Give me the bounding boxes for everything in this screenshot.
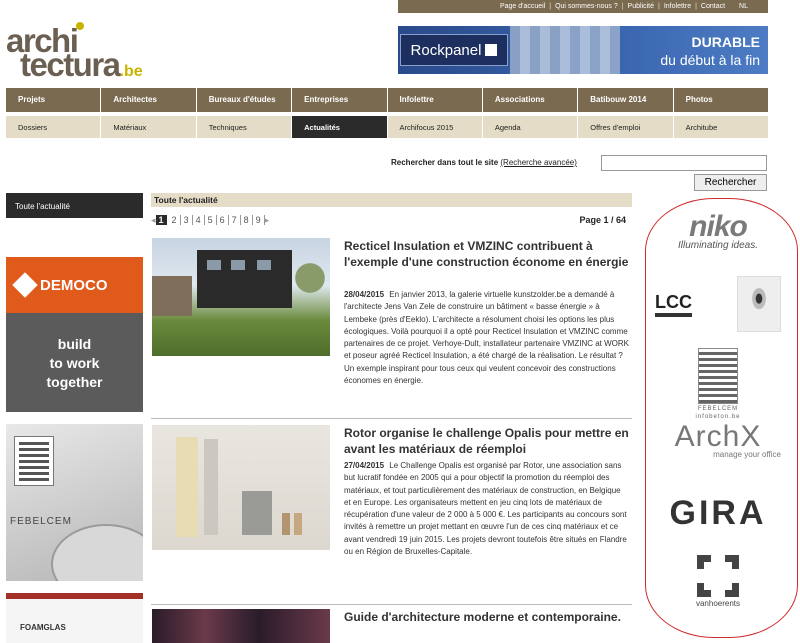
democo-x-icon (12, 272, 37, 297)
eye-image (737, 276, 781, 332)
search-input[interactable] (601, 155, 767, 171)
rockpanel-banner-ad[interactable] (398, 26, 768, 74)
prev-page-arrow-icon[interactable]: ◂ (151, 214, 156, 225)
sub-nav-agenda[interactable]: Agenda (483, 116, 578, 138)
article-date: 28/04/2015 (344, 290, 385, 299)
febelcem-ad[interactable] (6, 424, 143, 581)
foamglas-label: FOAMGLAS (20, 623, 66, 632)
logo-suffix: .be (119, 63, 143, 80)
febelcem-mark-icon (14, 436, 54, 486)
next-page-arrow-icon[interactable]: ▸ (264, 214, 270, 225)
page-link[interactable]: 3 (181, 215, 193, 225)
page-link-current[interactable]: 1 (156, 215, 167, 225)
banner-headline: DURABLE (691, 34, 760, 50)
vanhoerents-frame-icon (697, 555, 739, 597)
list-item (151, 609, 632, 643)
archx-ad[interactable]: ArchX manage your office (674, 420, 781, 459)
search-button[interactable]: Rechercher (694, 174, 767, 191)
lcc-ad[interactable] (655, 276, 781, 332)
page-link[interactable]: 6 (217, 215, 229, 225)
niko-ad[interactable]: niko Illuminating ideas. (677, 210, 759, 251)
febelcem-mark-icon (698, 348, 738, 404)
language-switch-nl[interactable]: NL (739, 3, 748, 10)
logo-line1: archi (6, 22, 78, 59)
advanced-search-link[interactable]: (Recherche avancée) (500, 158, 577, 167)
main-nav (6, 88, 768, 112)
sub-nav (6, 116, 768, 138)
main-nav-projets[interactable]: Projets (6, 88, 101, 112)
article-thumbnail[interactable] (152, 425, 330, 550)
page-link[interactable]: 7 (229, 215, 241, 225)
article-date: 27/04/2015 (344, 461, 385, 470)
page-link[interactable]: 2 (169, 215, 181, 225)
main-nav-entreprises[interactable]: Entreprises (292, 88, 387, 112)
sub-nav-dossiers[interactable]: Dossiers (6, 116, 101, 138)
list-item (151, 238, 632, 413)
article-thumbnail[interactable] (152, 238, 330, 356)
page-link[interactable]: 9 (253, 215, 265, 225)
page-link[interactable]: 8 (241, 215, 253, 225)
site-logo[interactable] (6, 22, 166, 83)
topbar-link-advertising[interactable]: Publicité (627, 3, 655, 10)
top-utility-bar: Page d'accueil | Qui sommes-nous ? | Publicité | Infolettre | Contact NL (398, 0, 768, 13)
vanhoerents-ad[interactable]: vanhoerents (655, 555, 781, 608)
article-text: En janvier 2013, la galerie virtuelle kunstzolder.be a demandé à l'architecte Jens Van Zele de construire un bâtiment « basse énergie » à Lembeke (près d'Eeklo). L'architecte a résolument choisi les options les plus écologiques. Voilà pourquoi il a opté pour Recticel Insulation et VMZINC comme partenaires de ce projet. Verhoye-Dult, installateur partenaire VMZINC at WORK et poseur agréé Recticel Insulation, a été chargé de la réalisation. Le résultat ? Un exemple inspirant pour tous ceux qui veulent concevoir des constructions économes en énergie. (344, 290, 630, 386)
divider (151, 418, 632, 419)
foamglas-ad[interactable] (6, 593, 143, 643)
logo-line2: tectura.be (20, 46, 143, 83)
pagination (151, 213, 269, 227)
main-nav-batibouw[interactable]: Batibouw 2014 (578, 88, 673, 112)
sub-nav-materiaux[interactable]: Matériaux (101, 116, 196, 138)
news-list-title: Toute l'actualité (151, 193, 632, 207)
page-info: Page 1 / 64 (579, 215, 626, 225)
sub-nav-techniques[interactable]: Techniques (197, 116, 292, 138)
main-nav-architectes[interactable]: Architectes (101, 88, 196, 112)
main-nav-bureaux[interactable]: Bureaux d'études (197, 88, 292, 112)
article-title[interactable]: Recticel Insulation et VMZINC contribuent à l'exemple d'une construction économe en énergie (344, 239, 629, 269)
banner-building-image (510, 26, 620, 74)
main-nav-associations[interactable]: Associations (483, 88, 578, 112)
sub-nav-actualites[interactable]: Actualités (292, 116, 387, 138)
sub-nav-archifocus[interactable]: Archifocus 2015 (388, 116, 483, 138)
search-label: Rechercher dans tout le site (Recherche avancée) (391, 158, 577, 167)
rockpanel-logo: Rockpanel (400, 34, 508, 66)
sub-nav-offres-emploi[interactable]: Offres d'emploi (578, 116, 673, 138)
democo-message: build to work together (46, 336, 103, 390)
article-title[interactable]: Guide d'architecture moderne et contemporaine. (344, 610, 621, 624)
gira-ad[interactable]: GIRA (669, 494, 767, 532)
article-text: Le Challenge Opalis est organisé par Rotor, une association sans but lucratif fondée en 2005 qui a pour objectif la promotion du réemploi des matériaux, et tout particulièrement des matériaux de construction, en Belgique et en Europe. Les organisateurs mettent en jeu cinq lots de matériaux de récupération d'une valeur de 2 000 à 5 000 €. Les participants au concours sont invités à remettre un projet mettant en œuvre l'un de ces cinq matériaux et ce avant vendredi 19 juin 2015. Les projets devront toutefois être situés en Flandre ou en Région de Bruxelles-Capitale. (344, 461, 627, 557)
sidebar-all-news[interactable]: Toute l'actualité (6, 193, 143, 218)
page-link[interactable]: 4 (193, 215, 205, 225)
article-title[interactable]: Rotor organise le challenge Opalis pour mettre en avant les matériaux de réemploi (344, 426, 629, 456)
skatepark-image (51, 524, 143, 581)
article-body (344, 289, 629, 387)
democo-logo: DEMOCO (6, 257, 143, 313)
febelcem-ad-right[interactable]: FEBELCEM infobeton.be (655, 348, 781, 420)
topbar-link-newsletter[interactable]: Infolettre (663, 3, 692, 10)
topbar-link-contact[interactable]: Contact (700, 3, 726, 10)
page-link[interactable]: 5 (205, 215, 217, 225)
article-body (344, 460, 629, 558)
sponsor-ads (645, 198, 800, 643)
topbar-link-about[interactable]: Qui sommes-nous ? (555, 3, 618, 10)
main-nav-infolettre[interactable]: Infolettre (388, 88, 483, 112)
banner-subline: du début à la fin (660, 52, 760, 68)
divider (151, 604, 632, 605)
democo-ad[interactable] (6, 257, 143, 412)
sub-nav-architube[interactable]: Architube (685, 123, 718, 132)
topbar-link-home[interactable]: Page d'accueil (499, 3, 546, 10)
main-nav-photos[interactable]: Photos (685, 95, 713, 104)
lcc-logo: LCC (655, 292, 692, 317)
febelcem-name: FEBELCEM (10, 516, 72, 527)
article-thumbnail[interactable] (152, 609, 330, 643)
list-item (151, 425, 632, 600)
